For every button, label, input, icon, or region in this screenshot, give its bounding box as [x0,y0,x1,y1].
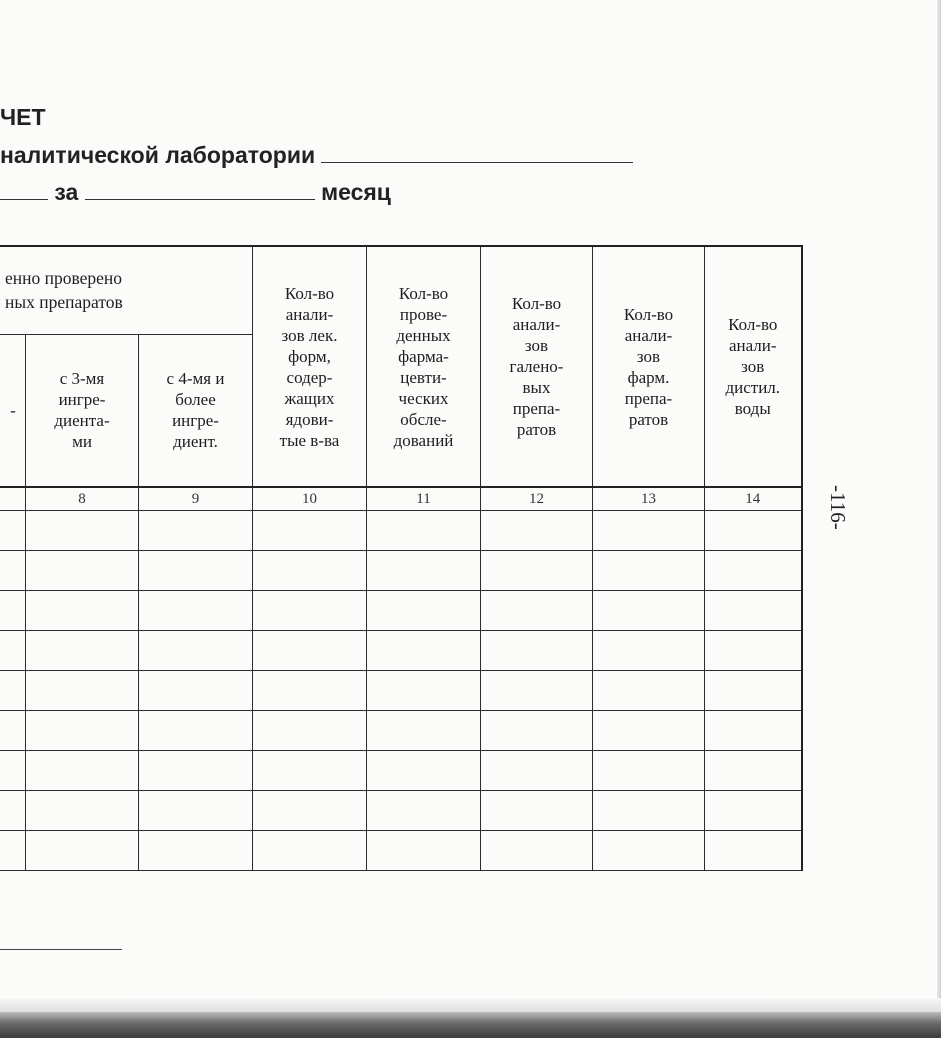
table-cell[interactable] [253,751,367,791]
table-row [0,551,802,591]
table-row [0,711,802,751]
table-row [0,791,802,831]
table-cell[interactable] [593,591,705,631]
col-10-line: анали- [285,304,334,324]
page-fold [0,1012,941,1038]
col-9-subheader [139,334,253,487]
column-number-row [0,487,802,511]
table-cell[interactable] [367,671,481,711]
table-cell[interactable] [705,551,802,591]
table-cell[interactable] [26,831,139,871]
col-number: 10 [253,487,367,511]
col-9-line: диент. [173,432,218,452]
table-cell[interactable] [593,751,705,791]
table-cell[interactable] [139,591,253,631]
table-cell[interactable] [0,671,26,711]
col-12-line: ратов [516,420,557,439]
table-cell[interactable] [139,671,253,711]
table-cell[interactable] [0,751,26,791]
col-10-line: жащих [284,388,335,408]
table-cell[interactable] [593,791,705,831]
col-number: 11 [367,487,481,511]
table-row [0,831,802,871]
table-cell[interactable] [481,551,593,591]
col-13-line: ратов [628,409,669,429]
table-cell[interactable] [26,711,139,751]
table-cell[interactable] [367,511,481,551]
table-cell[interactable] [26,751,139,791]
table-row [0,511,802,551]
month-label: месяц [321,179,391,205]
col-10-line: тые в-ва [279,430,340,450]
table-cell[interactable] [253,791,367,831]
table-cell[interactable] [26,551,139,591]
col-9-line: ингре- [172,411,219,431]
table-cell[interactable] [0,511,26,551]
table-cell[interactable] [705,591,802,631]
col-13-line: препа- [624,388,673,408]
table-cell[interactable] [481,831,593,871]
col-number: 14 [705,487,802,511]
table-cell[interactable] [705,831,802,871]
group-header-line2: ных препаратов [5,292,123,313]
table-cell[interactable] [139,551,253,591]
col-14-line: анали- [728,336,777,355]
col-14-line: зов [741,357,765,376]
table-cell[interactable] [139,791,253,831]
table-cell[interactable] [139,511,253,551]
table-cell[interactable] [367,551,481,591]
col-9-line: с 4-мя и [166,369,225,389]
col-12-line: вых [522,378,551,397]
table-cell[interactable] [139,711,253,751]
table-cell[interactable] [593,551,705,591]
col-10-line: содер- [286,367,333,387]
col-13-line: Кол-во [623,304,674,324]
table-cell[interactable] [367,831,481,871]
report-title: ЧЕТ [0,104,46,130]
col-10-line: зов лек. [281,325,338,345]
table-cell[interactable] [367,631,481,671]
lab-name-blank[interactable] [321,144,633,163]
col-number-7 [0,487,26,511]
table-cell[interactable] [705,511,802,551]
col-12-line: препа- [512,399,561,418]
lab-label: налитической лаборатории [0,142,316,168]
table-cell[interactable] [253,631,367,671]
col-11-line: прове- [399,304,448,324]
col-11-line: Кол-во [398,283,449,303]
signature-line[interactable] [0,949,122,950]
report-period-line [0,179,391,206]
table-cell[interactable] [481,751,593,791]
table-cell[interactable] [481,511,593,551]
table-cell[interactable] [0,791,26,831]
col-10-header [253,246,367,487]
table-cell[interactable] [593,511,705,551]
col-12-line: Кол-во [511,294,562,313]
col-8-line: ми [72,432,92,452]
col-9-line: более [175,390,216,410]
col-12-line: анали- [512,315,561,334]
table-cell[interactable] [593,831,705,871]
table-cell[interactable] [705,751,802,791]
report-table [0,245,803,871]
table-cell[interactable] [26,791,139,831]
table-cell[interactable] [367,591,481,631]
table-cell[interactable] [481,591,593,631]
table-cell[interactable] [26,671,139,711]
col-number: 13 [593,487,705,511]
table-cell[interactable] [253,711,367,751]
col-13-line: зов [636,346,661,366]
col-12-line: галено- [509,357,564,376]
table-cell[interactable] [253,671,367,711]
col-7-text: - [10,400,16,420]
table-cell[interactable] [481,711,593,751]
col-8-line: с 3-мя [59,369,105,389]
page-edge [937,0,941,1012]
table-cell[interactable] [367,791,481,831]
table-cell[interactable] [481,791,593,831]
table-row [0,751,802,791]
table-cell[interactable] [0,591,26,631]
table-cell[interactable] [481,631,593,671]
group-header [0,246,253,334]
table-body [0,511,802,871]
table-cell[interactable] [253,551,367,591]
table-cell[interactable] [593,711,705,751]
col-13-line: фарм. [627,367,670,387]
report-subtitle-line [0,142,633,169]
col-12-line: зов [524,336,549,355]
col-number: 8 [26,487,139,511]
table-cell[interactable] [26,511,139,551]
table-cell[interactable] [705,711,802,751]
col-11-line: фарма- [398,346,449,366]
col-8-subheader [26,334,139,487]
col-7-subheader [0,334,26,487]
table-cell[interactable] [367,711,481,751]
table-row [0,591,802,631]
col-11-header [367,246,481,487]
col-11-line: обсле- [400,409,447,429]
table-cell[interactable] [253,511,367,551]
col-11-line: денных [396,325,451,345]
col-10-line: форм, [288,346,331,366]
table-cell[interactable] [0,551,26,591]
col-14-line: Кол-во [728,315,778,334]
table-row [0,671,802,711]
col-11-line: дований [393,430,454,450]
col-12-header [481,246,593,487]
col-14-line: воды [734,399,771,418]
page-number: -116- [826,485,850,530]
col-13-header [593,246,705,487]
table-cell[interactable] [705,791,802,831]
table-cell[interactable] [253,831,367,871]
col-11-line: цевти- [400,367,447,387]
table-cell[interactable] [705,671,802,711]
for-label: за [54,179,79,205]
table-cell[interactable] [593,631,705,671]
col-14-line: дистил. [725,378,781,397]
table-cell[interactable] [139,831,253,871]
col-11-line: ческих [398,388,449,408]
col-8-line: диента- [54,411,110,431]
col-number: 12 [481,487,593,511]
table-row [0,631,802,671]
table-cell[interactable] [139,631,253,671]
table-cell[interactable] [26,591,139,631]
col-10-line: ядови- [285,409,334,429]
table-cell[interactable] [0,631,26,671]
col-8-line: ингре- [58,390,106,410]
table-cell[interactable] [139,751,253,791]
col-13-line: анали- [624,325,673,345]
col-number: 9 [139,487,253,511]
table-cell[interactable] [0,711,26,751]
group-header-line1: енно проверено [5,268,123,289]
table-cell[interactable] [367,751,481,791]
col-10-line: Кол-во [284,283,335,303]
table-cell[interactable] [705,631,802,671]
table-cell[interactable] [253,591,367,631]
year-blank[interactable] [0,181,48,200]
table-cell[interactable] [0,831,26,871]
col-14-header [705,246,802,487]
table-cell[interactable] [593,671,705,711]
month-blank[interactable] [85,181,315,200]
table-cell[interactable] [481,671,593,711]
table-cell[interactable] [26,631,139,671]
